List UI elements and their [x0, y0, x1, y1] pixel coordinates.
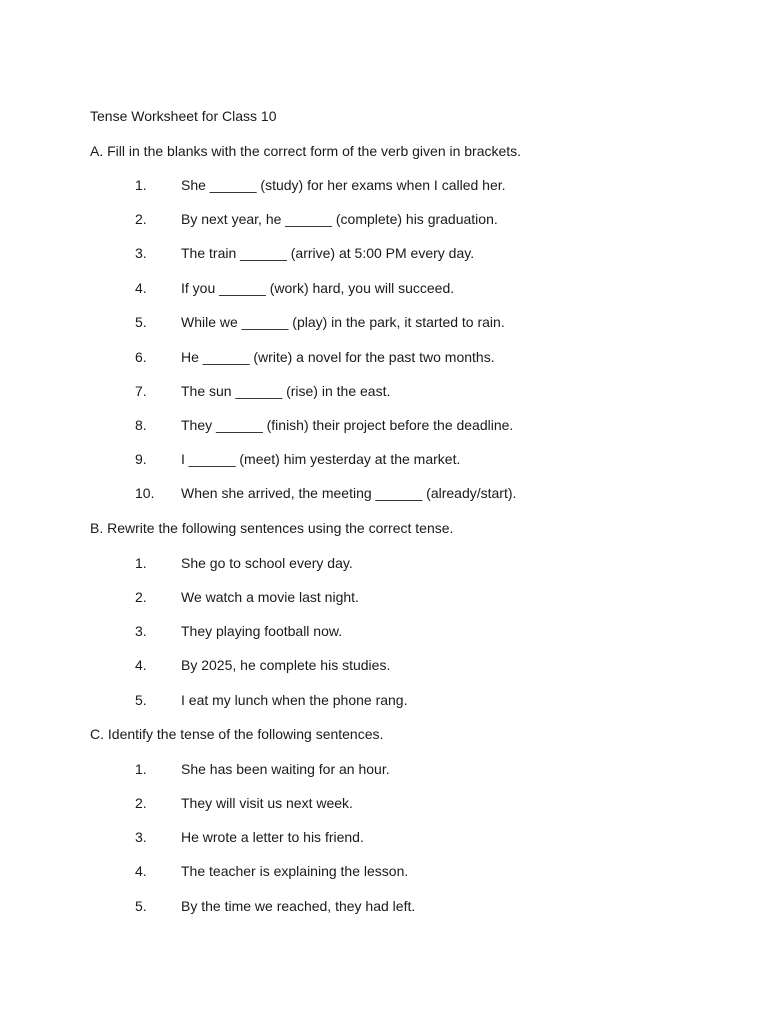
- item-text: By 2025, he complete his studies.: [181, 657, 391, 673]
- list-item: [0, 211, 768, 227]
- item-number: 5.: [135, 692, 147, 708]
- item-number: 2.: [135, 211, 147, 227]
- section-b-heading: B. Rewrite the following sentences using the correct tense.: [90, 520, 454, 536]
- list-item: [0, 555, 768, 571]
- list-item: [0, 417, 768, 433]
- item-text: She has been waiting for an hour.: [181, 761, 390, 777]
- item-text: He ______ (write) a novel for the past two months.: [181, 349, 495, 365]
- item-text: The teacher is explaining the lesson.: [181, 863, 409, 879]
- item-text: By next year, he ______ (complete) his graduation.: [181, 211, 498, 227]
- list-item: [0, 829, 768, 845]
- item-number: 4.: [135, 863, 147, 879]
- item-number: 1.: [135, 177, 147, 193]
- item-number: 4.: [135, 657, 147, 673]
- item-number: 7.: [135, 383, 147, 399]
- list-item: [0, 863, 768, 879]
- item-number: 2.: [135, 589, 147, 605]
- item-number: 5.: [135, 898, 147, 914]
- list-item: [0, 623, 768, 639]
- item-text: We watch a movie last night.: [181, 589, 359, 605]
- item-number: 3.: [135, 245, 147, 261]
- list-item: [0, 898, 768, 914]
- item-number: 1.: [135, 761, 147, 777]
- list-item: [0, 349, 768, 365]
- item-text: I eat my lunch when the phone rang.: [181, 692, 408, 708]
- item-text: They ______ (finish) their project before the deadline.: [181, 417, 514, 433]
- item-text: He wrote a letter to his friend.: [181, 829, 364, 845]
- list-item: [0, 657, 768, 673]
- item-number: 1.: [135, 555, 147, 571]
- item-number: 3.: [135, 829, 147, 845]
- list-item: [0, 451, 768, 467]
- item-text: If you ______ (work) hard, you will succeed.: [181, 280, 455, 296]
- item-number: 2.: [135, 795, 147, 811]
- item-number: 10.: [135, 485, 155, 501]
- list-item: [0, 485, 768, 501]
- list-item: [0, 177, 768, 193]
- list-item: [0, 589, 768, 605]
- item-text: While we ______ (play) in the park, it started to rain.: [181, 314, 505, 330]
- item-number: 8.: [135, 417, 147, 433]
- page-title: Tense Worksheet for Class 10: [90, 108, 277, 124]
- item-number: 9.: [135, 451, 147, 467]
- item-text: She ______ (study) for her exams when I called her.: [181, 177, 506, 193]
- section-a-heading: A. Fill in the blanks with the correct form of the verb given in brackets.: [90, 143, 522, 159]
- item-text: The sun ______ (rise) in the east.: [181, 383, 391, 399]
- item-text: When she arrived, the meeting ______ (already/start).: [181, 485, 517, 501]
- item-text: They will visit us next week.: [181, 795, 353, 811]
- section-c-heading: C. Identify the tense of the following sentences.: [90, 726, 384, 742]
- list-item: [0, 795, 768, 811]
- item-number: 4.: [135, 280, 147, 296]
- list-item: [0, 245, 768, 261]
- item-number: 5.: [135, 314, 147, 330]
- list-item: [0, 314, 768, 330]
- list-item: [0, 280, 768, 296]
- item-text: They playing football now.: [181, 623, 343, 639]
- item-text: I ______ (meet) him yesterday at the market.: [181, 451, 461, 467]
- list-item: [0, 761, 768, 777]
- list-item: [0, 692, 768, 708]
- item-text: By the time we reached, they had left.: [181, 898, 416, 914]
- item-number: 3.: [135, 623, 147, 639]
- item-text: She go to school every day.: [181, 555, 353, 571]
- list-item: [0, 383, 768, 399]
- item-number: 6.: [135, 349, 147, 365]
- item-text: The train ______ (arrive) at 5:00 PM every day.: [181, 245, 475, 261]
